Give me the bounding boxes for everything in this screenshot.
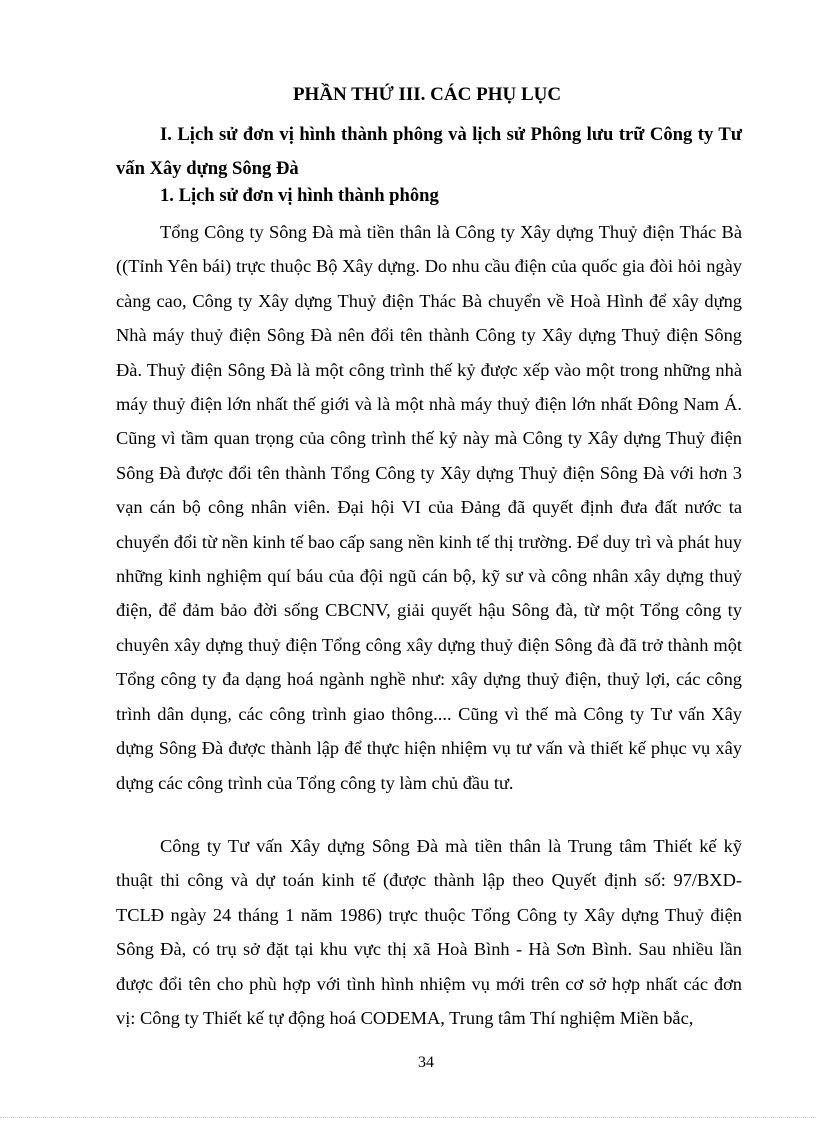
section-heading: I. Lịch sử đơn vị hình thành phông và lịch sử Phông lưu trữ Công ty Tư vấn Xây dựng Sông Đà bbox=[116, 124, 742, 179]
page-bottom-divider bbox=[0, 1117, 816, 1118]
sub-heading: 1. Lịch sử đơn vị hình thành phông bbox=[160, 185, 439, 206]
body-paragraph: Tổng Công ty Sông Đà mà tiền thân là Công ty Xây dựng Thuỷ điện Thác Bà ((Tỉnh Yên bái) trực thuộc Bộ Xây dựng. Do nhu cầu điện của quốc gia đòi hỏi ngày càng cao, Công ty Xây dựng Thuỷ điện Thác Bà chuyển về Hoà Hình để xây dựng Nhà máy thuỷ điện Sông Đà nên đổi tên thành Công ty Xây dựng Thuỷ điện Sông Đà. Thuỷ điện Sông Đà là một công trình thế kỷ được xếp vào một trong những nhà máy thuỷ điện lớn nhất thế giới và là một nhà máy thuỷ điện lớn nhất Đông Nam Á. Cũng vì tầm quan trọng của công trình thế kỷ này mà Công ty Xây dựng Thuỷ điện Sông Đà được đổi tên thành Tổng Công ty Xây dựng Thuỷ điện Sông Đà với hơn 3 vạn cán bộ công nhân viên. Đại hội VI của Đảng đã quyết định đưa đất nước ta chuyển đổi từ nền kinh tế bao cấp sang nền kinh tế thị trường. Để duy trì và phát huy những kinh nghiệm quí báu của đội ngũ cán bộ, kỹ sư và công nhân xây dựng thuỷ điện, để đảm bảo đời sống CBCNV, giải quyết hậu Sông đà, từ một Tổng công ty chuyên xây dựng thuỷ điện Tổng công xây dựng thuỷ điện Sông đà đã trở thành một Tổng công ty đa dạng hoá ngành nghề như: xây dựng thuỷ điện, thuỷ lợi, các công trình dân dụng, các công trình giao thông.... Cũng vì thế mà Công ty Tư vấn Xây dựng Sông Đà được thành lập để thực hiện nhiệm vụ tư vấn và thiết kế phục vụ xây dựng các công trình của Tổng công ty làm chủ đầu tư. bbox=[116, 222, 742, 793]
body-paragraph: Công ty Tư vấn Xây dựng Sông Đà mà tiền thân là Trung tâm Thiết kế kỹ thuật thi công và dự toán kinh tế (được thành lập theo Quyết định số: 97/BXD-TCLĐ ngày 24 tháng 1 năm 1986) trực thuộc Tổng Công ty Xây dựng Thuỷ điện Sông Đà, có trụ sở đặt tại khu vực thị xã Hoà Bình - Hà Sơn Bình. Sau nhiều lần được đổi tên cho phù hợp với tình hình nhiệm vụ mới trên cơ sở hợp nhất các đơn vị: Công ty Thiết kế tự động hoá CODEMA, Trung tâm Thí nghiệm Miền bắc, bbox=[116, 836, 742, 1029]
page-number: 34 bbox=[418, 1054, 434, 1071]
part-title: PHẦN THỨ III. CÁC PHỤ LỤC bbox=[292, 84, 562, 105]
